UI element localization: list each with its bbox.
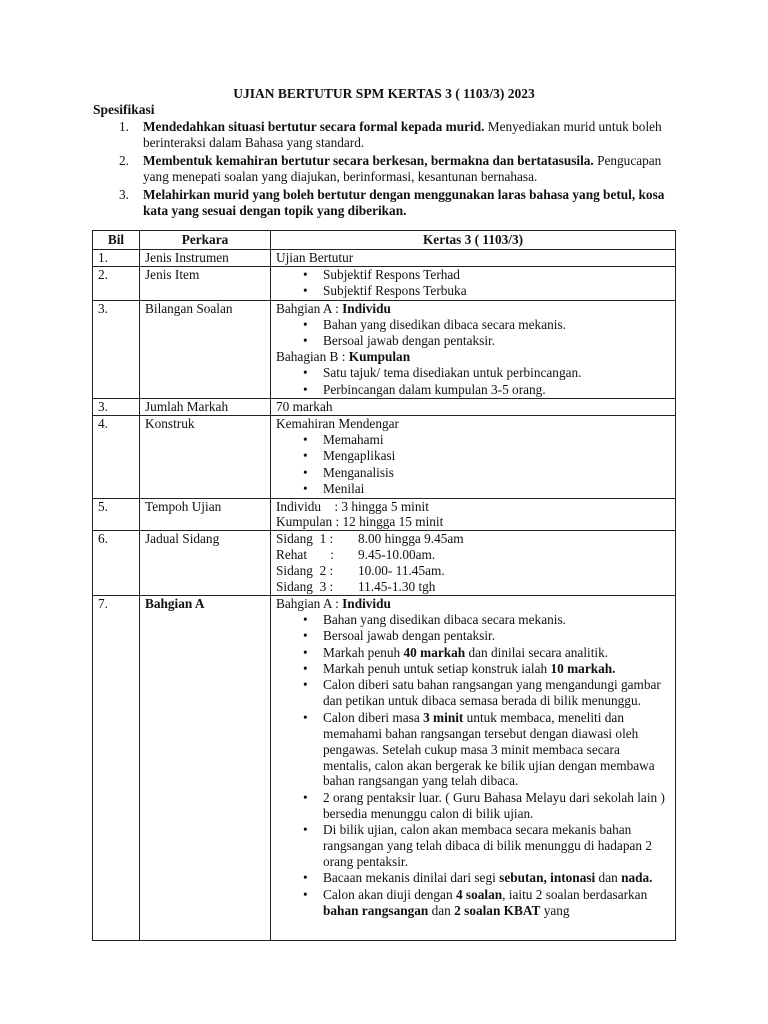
bullet-list: [276, 612, 671, 919]
session-time: 10.00- 11.45am.: [358, 563, 445, 579]
cell-value: [271, 498, 676, 531]
session-time: 9.45-10.00am.: [358, 547, 436, 563]
cell-bil: 2.: [93, 266, 140, 300]
cell-value: [271, 531, 676, 596]
spec-bold: Membentuk kemahiran bertutur secara berkesan, bermakna dan bertatasusila.: [143, 153, 594, 168]
header-perkara: Perkara: [140, 231, 271, 250]
bullet-list: [276, 365, 671, 397]
cell-value: Ujian Bertutur: [271, 249, 676, 266]
list-item: • Calon akan diuji dengan 4 soalan, iaitu 2 soalan berdasarkan bahan rangsangan dan 2 soalan KBAT yang: [323, 887, 671, 919]
session-label: Rehat :: [276, 547, 334, 563]
table-row: [93, 399, 676, 416]
cell-bil: 4.: [93, 415, 140, 498]
table-row: [93, 300, 676, 398]
bullet-list: [276, 432, 671, 497]
spec-table: [92, 230, 676, 941]
cell-value: [271, 595, 676, 940]
spec-item: [93, 119, 683, 150]
table-row: [93, 415, 676, 498]
spec-bold: Melahirkan murid yang boleh bertutur dengan menggunakan laras bahasa yang betul, kosa kata yang sesuai dengan topik yang diberikan.: [143, 187, 665, 218]
cell-value: [271, 300, 676, 398]
spec-heading: Spesifikasi: [93, 102, 155, 117]
list-item: • Markah penuh 40 markah dan dinilai secara analitik.: [323, 645, 671, 661]
section-a-details: [276, 596, 671, 940]
cell-bil: 3.: [93, 300, 140, 398]
bullet-list: [276, 317, 671, 349]
spec-item: [93, 187, 683, 218]
header-kertas: Kertas 3 ( 1103/3): [271, 231, 676, 250]
cell-perkara: Jadual Sidang: [140, 531, 271, 596]
bullet-list: [276, 267, 671, 299]
cell-bil: 7.: [93, 595, 140, 940]
session-label: Sidang 1 :: [276, 531, 334, 547]
list-item: • Di bilik ujian, calon akan membaca secara mekanis bahan rangsangan yang telah dibaca di bilik menunggu di hadapan 2 orang pentaksir.: [323, 822, 671, 870]
list-item: • Markah penuh untuk setiap konstruk ialah 10 markah.: [323, 661, 671, 677]
cell-bil: 1.: [93, 249, 140, 266]
spec-number: 2.: [119, 153, 129, 168]
table-row: [93, 531, 676, 596]
cell-value: [271, 415, 676, 498]
cell-perkara: Bahgian A: [140, 595, 271, 940]
cell-value: 70 markah: [271, 399, 676, 416]
session-time: 11.45-1.30 tgh: [358, 579, 436, 595]
spec-list: [93, 119, 683, 221]
spec-number: 3.: [119, 187, 129, 202]
session-label: Sidang 3 :: [276, 579, 334, 595]
construct-heading: Kemahiran Mendengar: [276, 415, 399, 431]
list-item: • Bersoal jawab dengan pentaksir.: [323, 628, 671, 644]
list-item: • Calon diberi masa 3 minit untuk membaca, meneliti dan memahami bahan rangsangan tersebut dengan diawasi oleh pengawas. Setelah cukup masa 3 minit membaca secara mentalis, calon akan bergerak ke bilik ujian dengan membawa bahan rangsangan yang telah dibaca.: [323, 710, 671, 790]
spec-bold: Mendedahkan situasi bertutur secara formal kepada murid.: [143, 119, 485, 134]
list-item: • Subjektif Respons Terhad: [323, 267, 671, 283]
session-label: Sidang 2 :: [276, 563, 334, 579]
document-title: UJIAN BERTUTUR SPM KERTAS 3 ( 1103/3) 2023: [233, 86, 535, 101]
session-schedule: [276, 531, 671, 595]
list-item: • Menilai: [323, 481, 671, 497]
spec-text: Pengucapan yang menepati soalan yang diajukan, berinformasi, kesantunan bernahasa.: [143, 153, 662, 184]
list-item: • Bacaan mekanis dinilai dari segi sebutan, intonasi dan nada.: [323, 870, 671, 886]
table-row: [93, 595, 676, 940]
cell-perkara: Tempoh Ujian: [140, 498, 271, 531]
duration-line: Individu : 3 hingga 5 minit: [276, 498, 429, 514]
section-b-heading: Bahagian B : Kumpulan: [276, 349, 411, 365]
section-a-heading: Bahgian A : Individu: [276, 595, 391, 611]
table-row: [93, 266, 676, 300]
spec-text: Menyediakan murid untuk boleh berinteraksi dalam Bahasa yang standard.: [143, 119, 662, 150]
list-item: • Memahami: [323, 432, 671, 448]
cell-bil: 3.: [93, 399, 140, 416]
table-row: [93, 249, 676, 266]
section-a-heading: Bahgian A : Individu: [276, 300, 391, 316]
cell-perkara: Jumlah Markah: [140, 399, 271, 416]
cell-value: [271, 266, 676, 300]
table-header-row: [93, 231, 676, 250]
cell-perkara: Jenis Item: [140, 266, 271, 300]
cell-bil: 5.: [93, 498, 140, 531]
list-item: • Satu tajuk/ tema disediakan untuk perbincangan.: [323, 365, 671, 381]
list-item: • Bersoal jawab dengan pentaksir.: [323, 333, 671, 349]
spec-item: [93, 153, 683, 184]
duration-line: Kumpulan : 12 hingga 15 minit: [276, 514, 444, 530]
header-bil: Bil: [93, 231, 140, 250]
cell-perkara: Jenis Instrumen: [140, 249, 271, 266]
spec-number: 1.: [119, 119, 129, 134]
cell-perkara: Konstruk: [140, 415, 271, 498]
list-item: • Bahan yang disedikan dibaca secara mekanis.: [323, 612, 671, 628]
cell-perkara: Bilangan Soalan: [140, 300, 271, 398]
cell-bil: 6.: [93, 531, 140, 596]
list-item: • Menganalisis: [323, 465, 671, 481]
list-item: • Perbincangan dalam kumpulan 3-5 orang.: [323, 382, 671, 398]
list-item: • Calon diberi satu bahan rangsangan yang mengandungi gambar dan petikan untuk dibaca semasa berada di bilik menunggu.: [323, 677, 671, 709]
list-item: • Bahan yang disedikan dibaca secara mekanis.: [323, 317, 671, 333]
list-item: • Mengaplikasi: [323, 448, 671, 464]
table-row: [93, 498, 676, 531]
session-time: 8.00 hingga 9.45am: [358, 531, 464, 547]
list-item: • 2 orang pentaksir luar. ( Guru Bahasa Melayu dari sekolah lain ) bersedia menunggu calon di bilik ujian.: [323, 790, 671, 822]
list-item: • Subjektif Respons Terbuka: [323, 283, 671, 299]
